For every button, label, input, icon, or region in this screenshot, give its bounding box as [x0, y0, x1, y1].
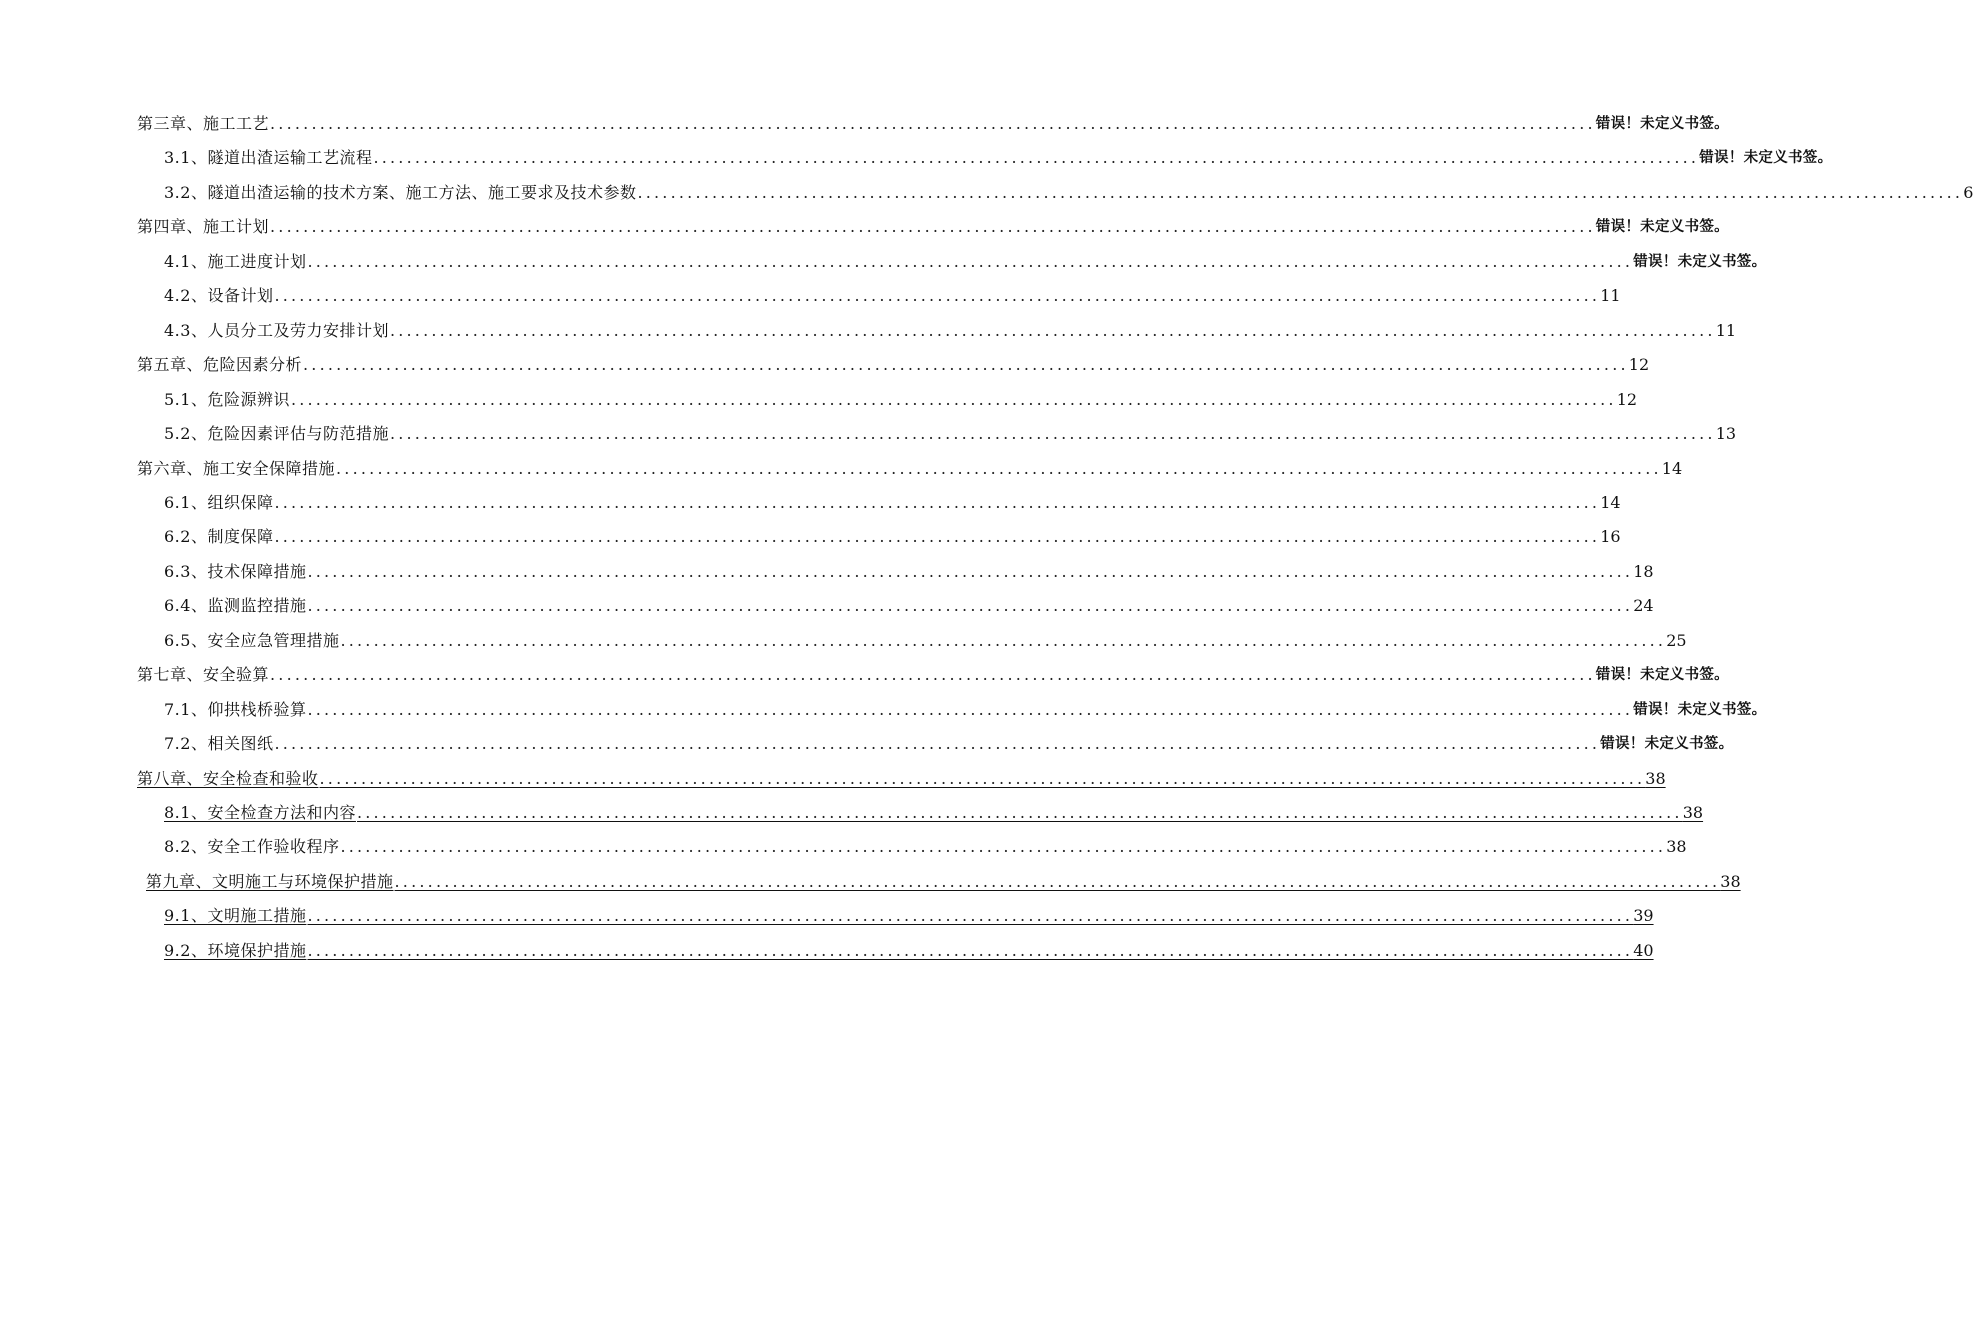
toc-dot-leader: ................................................................................................................................................................ [270, 665, 1596, 684]
toc-entry-title: 第八章、安全检查和验收 [137, 769, 319, 788]
toc-bookmark-error: 错误！未定义书签。 [1633, 254, 1767, 270]
toc-page-number: 13 [1715, 424, 1737, 443]
toc-dot-leader: ................................................................................................................................................................ [307, 906, 1634, 925]
toc-row[interactable] [0, 555, 1654, 589]
toc-bookmark-error: 错误！未定义书签。 [1595, 116, 1729, 132]
toc-dot-leader: ................................................................................................................................................................ [270, 114, 1596, 133]
toc-page-number: 11 [1600, 286, 1621, 305]
toc-entry-title: 6.2、制度保障 [164, 527, 274, 546]
toc-row[interactable] [0, 796, 1704, 830]
toc-row[interactable] [0, 762, 1666, 796]
toc-bookmark-error: 错误！未定义书签。 [1699, 150, 1833, 166]
toc-row[interactable] [0, 899, 1654, 933]
toc-entry[interactable] [164, 899, 1654, 933]
toc-row[interactable] [0, 348, 1650, 382]
toc-page-number: 6 [1963, 183, 1973, 202]
toc-dot-leader: ................................................................................................................................................................ [307, 562, 1634, 581]
toc-page-number: 14 [1661, 459, 1683, 478]
toc-entry[interactable] [164, 176, 1973, 210]
toc-bookmark-error: 错误！未定义书签。 [1595, 219, 1729, 235]
toc-row[interactable] [0, 830, 1687, 864]
toc-dot-leader: ................................................................................................................................................................ [274, 734, 1601, 753]
toc-row[interactable] [0, 865, 1741, 899]
toc-entry[interactable] [164, 934, 1654, 968]
toc-entry[interactable] [137, 107, 1729, 141]
toc-entry[interactable] [164, 624, 1687, 658]
toc-entry-title: 第四章、施工计划 [137, 217, 270, 236]
toc-dot-leader: ................................................................................................................................................................ [340, 631, 1667, 650]
toc-entry-title: 7.2、相关图纸 [164, 734, 274, 753]
toc-row[interactable] [0, 520, 1621, 554]
toc-row[interactable] [0, 486, 1621, 520]
toc-page-number: 38 [1720, 872, 1741, 891]
toc-entry[interactable] [164, 589, 1654, 623]
toc-entry[interactable] [164, 727, 1734, 761]
toc-bookmark-error: 错误！未定义书签。 [1633, 702, 1767, 718]
toc-dot-leader: ................................................................................................................................................................ [340, 837, 1667, 856]
toc-dot-leader: ................................................................................................................................................................ [274, 286, 1601, 305]
toc-entry[interactable] [137, 210, 1729, 244]
toc-row[interactable] [0, 693, 1767, 727]
toc-row[interactable] [0, 658, 1729, 692]
toc-page-number: 16 [1600, 527, 1621, 546]
toc-dot-leader: ................................................................................................................................................................ [303, 355, 1629, 374]
toc-entry-title: 4.3、人员分工及劳力安排计划 [164, 321, 389, 340]
toc-entry[interactable] [164, 279, 1621, 313]
toc-entry-title: 6.4、监测监控措施 [164, 596, 307, 615]
toc-dot-leader: ................................................................................................................................................................ [389, 321, 1716, 340]
toc-entry[interactable] [164, 693, 1767, 727]
toc-entry-title: 4.1、施工进度计划 [164, 252, 307, 271]
toc-entry-title: 5.2、危险因素评估与防范措施 [164, 424, 389, 443]
toc-page-number: 14 [1600, 493, 1621, 512]
toc-entry-title: 第三章、施工工艺 [137, 114, 270, 133]
toc-page-number: 11 [1715, 321, 1737, 340]
toc-entry[interactable] [164, 383, 1638, 417]
toc-row[interactable] [0, 452, 1683, 486]
toc-entry-title: 第六章、施工安全保障措施 [137, 459, 336, 478]
toc-entry[interactable] [164, 417, 1737, 451]
toc-dot-leader: ................................................................................................................................................................ [336, 459, 1662, 478]
toc-page-number: 25 [1666, 631, 1687, 650]
toc-entry[interactable] [146, 865, 1741, 899]
toc-row[interactable] [0, 176, 1973, 210]
toc-entry[interactable] [164, 830, 1687, 864]
toc-entry-title: 6.1、组织保障 [164, 493, 274, 512]
toc-row[interactable] [0, 245, 1767, 279]
toc-dot-leader: ................................................................................................................................................................ [290, 390, 1617, 409]
toc-row[interactable] [0, 934, 1654, 968]
toc-entry[interactable] [137, 762, 1666, 796]
toc-entry-title: 3.1、隧道出渣运输工艺流程 [164, 148, 373, 167]
toc-dot-leader: ................................................................................................................................................................ [356, 803, 1683, 822]
toc-page-number: 12 [1628, 355, 1650, 374]
toc-bookmark-error: 错误！未定义书签。 [1595, 667, 1729, 683]
toc-dot-leader: ................................................................................................................................................................ [307, 596, 1634, 615]
toc-page-number: 18 [1633, 562, 1654, 581]
toc-entry-title: 3.2、隧道出渣运输的技术方案、施工方法、施工要求及技术参数 [164, 183, 637, 202]
toc-row[interactable] [0, 210, 1729, 244]
toc-row[interactable] [0, 589, 1654, 623]
toc-dot-leader: ................................................................................................................................................................ [307, 941, 1634, 960]
toc-page-number: 39 [1633, 906, 1654, 925]
toc-dot-leader: ................................................................................................................................................................ [307, 252, 1634, 271]
toc-dot-leader: ................................................................................................................................................................ [394, 872, 1721, 891]
toc-entry-title: 7.1、仰拱栈桥验算 [164, 700, 307, 719]
toc-entry-title: 8.1、安全检查方法和内容 [164, 803, 356, 822]
toc-dot-leader: ................................................................................................................................................................ [307, 700, 1634, 719]
toc-page-number: 40 [1633, 941, 1654, 960]
toc-dot-leader: ................................................................................................................................................................ [274, 493, 1601, 512]
toc-row[interactable] [0, 383, 1638, 417]
toc-entry[interactable] [164, 796, 1704, 830]
toc-entry-title: 9.1、文明施工措施 [164, 906, 307, 925]
toc-entry[interactable] [164, 555, 1654, 589]
toc-row[interactable] [0, 141, 1833, 175]
toc-entry[interactable] [137, 452, 1683, 486]
toc-entry-title: 8.2、安全工作验收程序 [164, 837, 340, 856]
toc-dot-leader: ................................................................................................................................................................ [373, 148, 1700, 167]
toc-dot-leader: ................................................................................................................................................................ [319, 769, 1646, 788]
toc-page-number: 38 [1645, 769, 1666, 788]
toc-row[interactable] [0, 624, 1687, 658]
toc-entry-title: 6.5、安全应急管理措施 [164, 631, 340, 650]
toc-entry-title: 4.2、设备计划 [164, 286, 274, 305]
toc-entry[interactable] [164, 314, 1737, 348]
toc-entry[interactable] [137, 658, 1729, 692]
toc-row[interactable] [0, 727, 1734, 761]
toc-row[interactable] [0, 417, 1737, 451]
toc-row[interactable] [0, 107, 1729, 141]
toc-entry-title: 5.1、危险源辨识 [164, 390, 290, 409]
toc-row[interactable] [0, 279, 1621, 313]
toc-dot-leader: ................................................................................................................................................................ [389, 424, 1716, 443]
toc-entry[interactable] [164, 141, 1833, 175]
toc-page-number: 24 [1633, 596, 1654, 615]
toc-entry[interactable] [137, 348, 1650, 382]
toc-entry-title: 第五章、危险因素分析 [137, 355, 303, 374]
toc-entry-title: 第九章、文明施工与环境保护措施 [146, 872, 394, 891]
toc-dot-leader: ................................................................................................................................................................ [274, 527, 1601, 546]
toc-entry[interactable] [164, 486, 1621, 520]
toc-dot-leader: ................................................................................................................................................................ [637, 183, 1964, 202]
toc-page-number: 38 [1666, 837, 1687, 856]
toc-entry[interactable] [164, 245, 1767, 279]
toc-dot-leader: ................................................................................................................................................................ [270, 217, 1596, 236]
toc-row[interactable] [0, 314, 1737, 348]
toc-page-number: 12 [1616, 390, 1638, 409]
toc-bookmark-error: 错误！未定义书签。 [1600, 736, 1734, 752]
toc-entry[interactable] [164, 520, 1621, 554]
toc-entry-title: 第七章、安全验算 [137, 665, 270, 684]
toc-page-number: 38 [1682, 803, 1704, 822]
toc-entry-title: 9.2、环境保护措施 [164, 941, 307, 960]
toc-entry-title: 6.3、技术保障措施 [164, 562, 307, 581]
